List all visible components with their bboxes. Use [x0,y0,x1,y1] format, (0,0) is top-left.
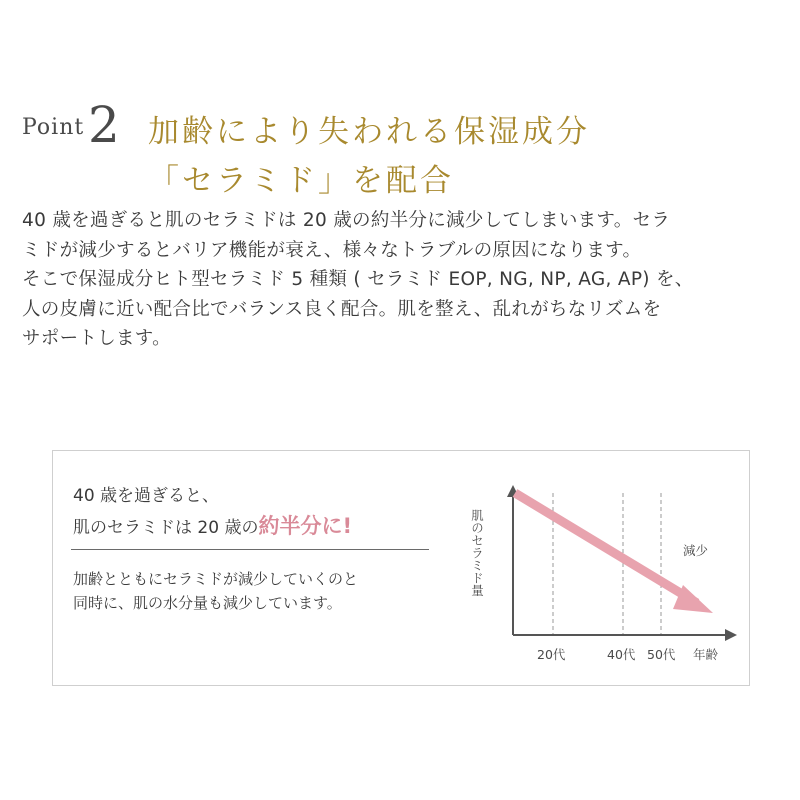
x-axis-label: 年齢 [693,647,719,662]
box-heading-prefix: 肌のセラミドは 20 歳の [73,518,259,538]
box-heading-line-1: 40 歳を過ぎると、 [73,486,220,506]
body-line: ミドが減少するとバリア機能が衰え、様々なトラブルの原因になります。 [22,239,642,261]
box-subtext [73,567,358,615]
body-line: 40 歳を過ぎると肌のセラミドは 20 歳の約半分に減少してしまいます。セラ [22,210,671,231]
x-tick-label: 40代 [607,647,636,662]
section-heading [148,108,590,206]
x-tick-label: 20代 [537,647,566,662]
x-axis-arrowhead [725,629,737,641]
info-box [52,450,750,686]
box-divider [71,549,429,550]
box-subtext-line-1: 加齢とともにセラミドが減少していくのと [73,570,359,588]
point-number: 2 [88,96,120,154]
box-heading-line-2 [73,511,352,543]
box-heading-emphasis: 約半分に! [258,514,353,538]
box-subtext-line-2: 同時に、肌の水分量も減少しています。 [73,594,342,612]
decline-arrow-shaft [515,493,697,603]
body-line: 人の皮膚に近い配合比でバランス良く配合。肌を整え、乱れがちなリズムを [22,298,662,320]
y-axis-label: 肌のセラミド量 [469,509,485,597]
box-heading [73,481,352,543]
body-line: サポートします。 [22,328,171,349]
decline-annotation: 減少 [683,543,709,558]
x-tick-label: 50代 [647,647,676,662]
point-label: Point [22,115,85,140]
body-paragraph [22,206,782,354]
heading-line-1: 加齢により失われる保湿成分 [148,114,590,150]
body-line: そこで保湿成分ヒト型セラミド 5 種類 ( セラミド EOP, NG, NP, AG, AP) を、 [22,269,694,290]
heading-line-2: 「セラミド」を配合 [148,163,454,199]
ceramide-decline-chart [461,475,741,675]
